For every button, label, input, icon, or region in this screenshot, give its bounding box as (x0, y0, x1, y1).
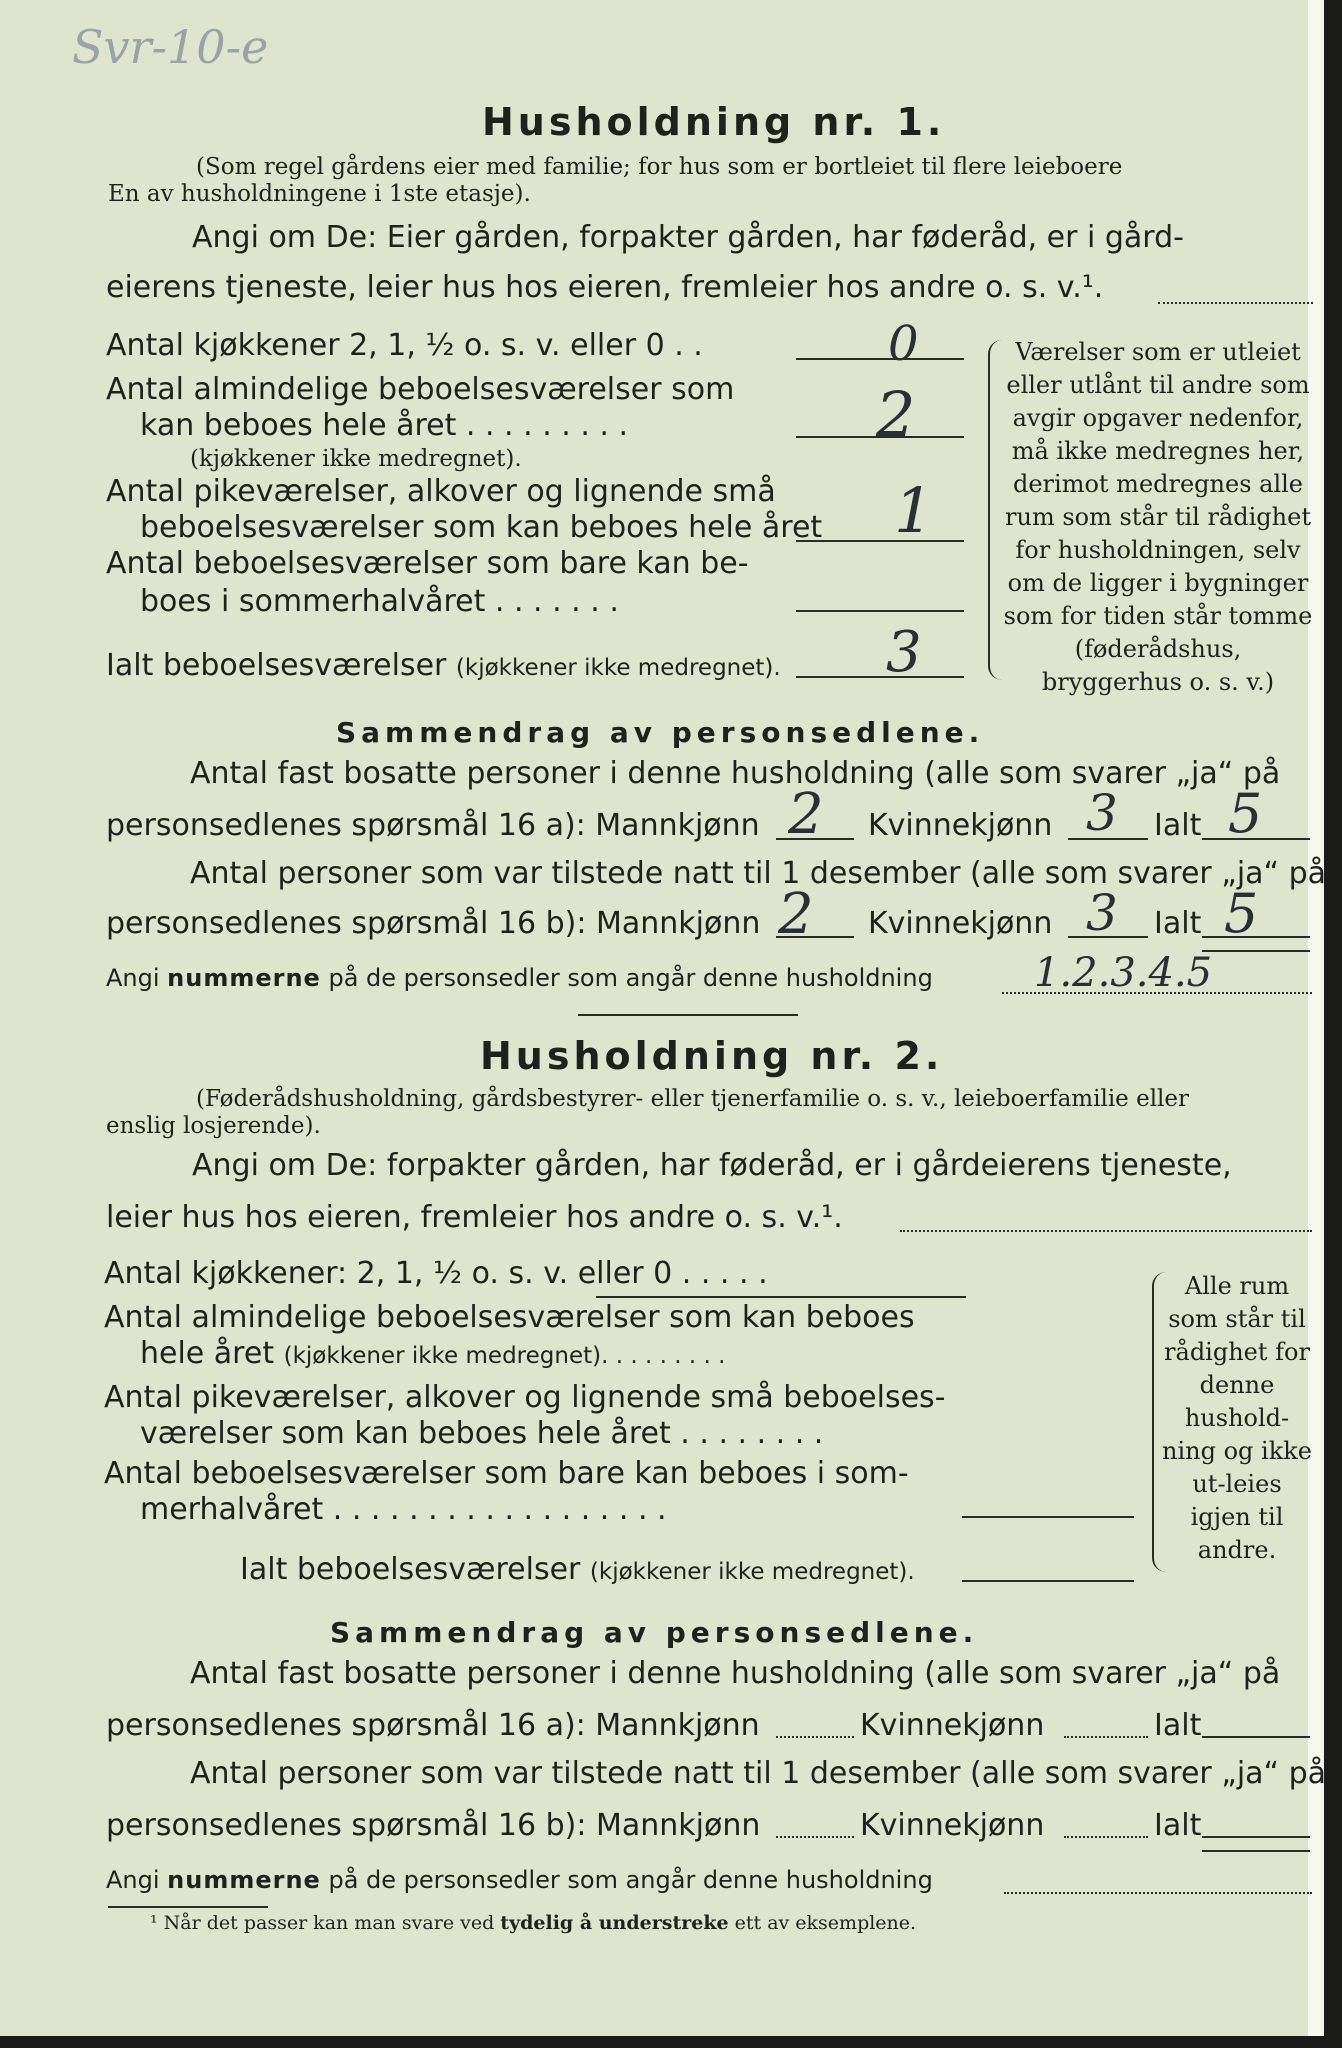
household-1-note-line2: En av husholdningene i 1ste etasje). (108, 181, 531, 207)
h1-total-value: 3 (886, 620, 922, 685)
h1-summary-present-line1: Antal personer som var tilstede natt til 1 desember (alle som svarer „ja“ på (190, 856, 1327, 891)
h1-maid-rooms-line (796, 540, 964, 542)
h1-fast-female-label: Kvinnekjønn (868, 808, 1053, 843)
h1-present-female-label: Kvinnekjønn (868, 906, 1053, 941)
h1-fast-female-value: 3 (1086, 784, 1118, 842)
h2-summary-present-line2: personsedlenes spørsmål 16 b): Mannkjønn (106, 1808, 761, 1843)
line (1202, 1736, 1310, 1738)
h1-kitchens-line (796, 358, 964, 360)
h1-kitchens-label: Antal kjøkkener 2, 1, ½ o. s. v. eller 0 . . (106, 328, 703, 363)
answer-line (1158, 302, 1313, 304)
footnote-divider (108, 1906, 268, 1908)
h1-present-total-label: Ialt (1154, 906, 1202, 941)
household-1-question-line1: Angi om De: Eier gården, forpakter gården, har føderåd, er i gård- (192, 220, 1184, 255)
h2-total-label: Ialt beboelsesværelser (kjøkkener ikke medregnet). (240, 1552, 915, 1587)
h2-present-female-label: Kvinnekjønn (860, 1808, 1045, 1843)
h2-summary-present-line1: Antal personer som var tilstede natt til 1 desember (alle som svarer „ja“ på (190, 1756, 1327, 1791)
h2-summary-fast-line1: Antal fast bosatte personer i denne husholdning (alle som svarer „ja“ på (190, 1656, 1281, 1691)
h1-side-note: Værelser som er utleiet eller utlånt til andre som avgir opgaver nedenfor, må ikke medregnes her, derimot medregnes alle rum som står til rådighet for husholdningen, selv om de ligger i bygninger som for tiden står tomme (føderådshus, bryggerhus o. s. v.) (1003, 338, 1313, 696)
h1-rooms-label-2: kan beboes hele året . . . . . . . . . (140, 408, 629, 443)
h2-side-note: Alle rum som står til rådighet for denne hushold-ning og ikke ut-leies igjen til andre. (1162, 1272, 1312, 1564)
line (1202, 1850, 1310, 1852)
h2-summer-rooms-label-1: Antal beboelsesværelser som bare kan beboes i som- (104, 1456, 909, 1491)
h1-maid-rooms-label-2: beboelsesværelser som kan beboes hele året (140, 510, 823, 545)
h1-fast-male-value: 2 (788, 782, 824, 847)
h1-numbers-value: 1.2.3.4.5 (1034, 950, 1213, 996)
h1-maid-rooms-value: 1 (894, 474, 934, 547)
h1-summer-rooms-label-1: Antal beboelsesværelser som bare kan be- (106, 546, 749, 581)
corner-scribble: Svr-10-e (72, 20, 269, 74)
h1-kitchens-value: 0 (888, 316, 919, 372)
h1-summary-fast-line2: personsedlenes spørsmål 16 a): Mannkjønn (106, 808, 760, 843)
h1-fast-total-value: 5 (1228, 782, 1263, 845)
line (596, 1296, 966, 1298)
line (1202, 950, 1310, 952)
h1-total-line (796, 676, 964, 678)
h1-summer-rooms-line (796, 610, 964, 612)
h1-summary-fast-line1: Antal fast bosatte personer i denne husholdning (alle som svarer „ja“ på (190, 756, 1281, 791)
h1-fast-total-label: Ialt (1154, 808, 1202, 843)
line (962, 1516, 1134, 1518)
household-1-title: Husholdning nr. 1. (482, 100, 946, 144)
household-1-question-line2: eierens tjeneste, leier hus hos eieren, fremleier hos andre o. s. v.¹. (106, 270, 1104, 305)
h1-rooms-label-1: Antal almindelige beboelsesværelser som (106, 372, 735, 407)
line (962, 1580, 1134, 1582)
h2-kitchens-label: Antal kjøkkener: 2, 1, ½ o. s. v. eller 0 . . . . . (104, 1256, 768, 1291)
h2-numbers-line (1004, 1892, 1312, 1894)
h1-summer-rooms-label-2: boes i sommerhalvåret . . . . . . . (140, 584, 619, 619)
h2-numbers-label: Angi nummerne på de personsedler som angår denne husholdning (106, 1866, 933, 1894)
h2-summary-title: Sammendrag av personsedlene. (330, 1616, 979, 1649)
h2-summer-rooms-label-2: merhalvåret . . . . . . . . . . . . . . . . . . (140, 1492, 667, 1527)
h1-summary-title: Sammendrag av personsedlene. (336, 716, 985, 749)
h2-present-total-label: Ialt (1154, 1808, 1202, 1843)
h2-summary-fast-line2: personsedlenes spørsmål 16 a): Mannkjønn (106, 1708, 760, 1743)
line (1064, 1836, 1148, 1838)
h1-maid-rooms-label-1: Antal pikeværelser, alkover og lignende små (106, 474, 776, 509)
household-2-question-line2: leier hus hos eieren, fremleier hos andre o. s. v.¹. (106, 1200, 843, 1235)
h2-fast-total-label: Ialt (1154, 1708, 1202, 1743)
section-divider (578, 1014, 798, 1016)
page-edge (1308, 0, 1322, 2036)
h1-rooms-label-3: (kjøkkener ikke medregnet). (190, 446, 522, 472)
h2-rooms-label-1: Antal almindelige beboelsesværelser som kan beboes (104, 1300, 915, 1335)
h1-present-female-value: 3 (1086, 884, 1118, 942)
line (1202, 1836, 1310, 1838)
h1-summary-present-line2: personsedlenes spørsmål 16 b): Mannkjønn (106, 906, 761, 941)
h1-numbers-label: Angi nummerne på de personsedler som angår denne husholdning (106, 964, 933, 992)
household-1-note-line1: (Som regel gårdens eier med familie; for hus som er bortleiet til flere leieboere (196, 154, 1123, 180)
footnote: ¹ Når det passer kan man svare ved tydelig å understreke ett av eksemplene. (150, 1912, 917, 1934)
h2-maid-rooms-label-2: værelser som kan beboes hele året . . . . . . . . (140, 1416, 824, 1451)
household-2-question-line1: Angi om De: forpakter gården, har føderåd, er i gårdeierens tjeneste, (192, 1148, 1232, 1183)
h1-total-label: Ialt beboelsesværelser (kjøkkener ikke medregnet). (106, 648, 781, 683)
line (776, 1836, 854, 1838)
household-2-title: Husholdning nr. 2. (480, 1034, 944, 1078)
answer-line (900, 1230, 1312, 1232)
line (1064, 1736, 1148, 1738)
household-2-note-line1: (Føderådshusholdning, gårdsbestyrer- eller tjenerfamilie o. s. v., leieboerfamilie eller (196, 1086, 1190, 1112)
h2-maid-rooms-label-1: Antal pikeværelser, alkover og lignende små beboelses- (104, 1380, 946, 1415)
h1-present-male-value: 2 (778, 882, 814, 947)
h1-present-total-value: 5 (1224, 882, 1259, 945)
h1-rooms-value: 2 (876, 378, 916, 451)
line (776, 1736, 854, 1738)
household-2-note-line2: enslig losjerende). (106, 1113, 321, 1139)
h2-fast-female-label: Kvinnekjønn (860, 1708, 1045, 1743)
h2-rooms-label-2: hele året (kjøkkener ikke medregnet). . . . . . . . . (140, 1336, 726, 1371)
